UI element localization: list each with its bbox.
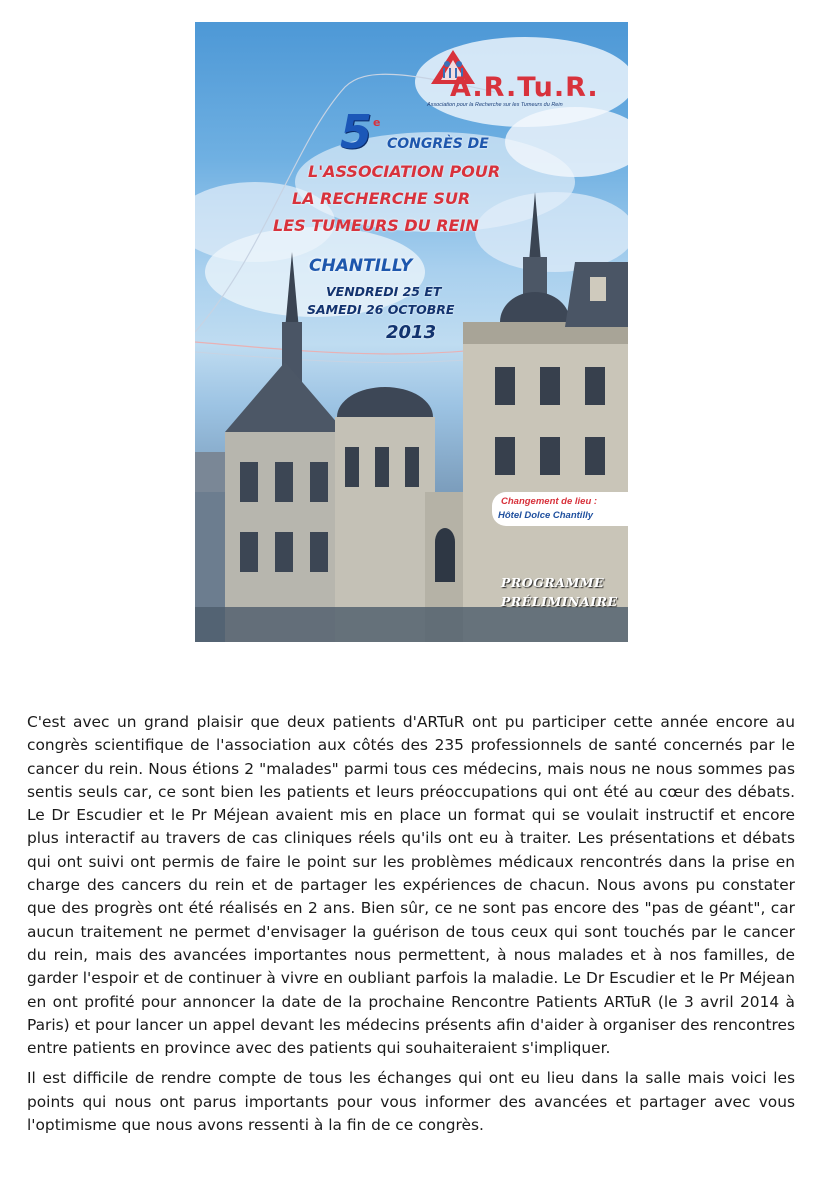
article-paragraph-2: Il est difficile de rendre compte de tous les échanges qui ont eu lieu dans la salle mais voici les points qui nous ont parus importants pour vous informer des avancées et partager avec vous l'optimisme que nous avons ressenti à la fin de ce congrès.	[27, 1069, 795, 1135]
artur-logo-text: A.R.Tu.R.	[450, 72, 599, 103]
congress-poster	[195, 22, 628, 642]
programme-line-2: PRÉLIMINAIRE	[501, 594, 618, 609]
congress-ordinal-number: 5	[340, 105, 373, 159]
article-paragraph-1: C'est avec un grand plaisir que deux patients d'ARTuR ont pu participer cette année encore au congrès scientifique de l'association aux côtés des 235 professionnels de santé concernés par le cancer du rein. Nous étions 2 "malades" parmi tous ces médecins, mais nous ne nous sommes pas sentis seuls car, ce sont bien les patients et leurs préoccupations qui ont été au cœur des débats. Le Dr Escudier et le Pr Méjean avaient mis en place un format qui se voulait instructif et encore plus interactif au travers de cas cliniques réels qu'ils ont eu à traiter. Les présentations et débats qui ont suivi ont permis de faire le point sur les problèmes médicaux rencontrés dans la prise en charge des cancers du rein et de partager les expériences de chacun. Nous avons pu constater que des progrès ont été réalisés en 2 ans. Bien sûr, ce ne sont pas encore des "pas de géant", car aucun traitement ne permet d'envisager la guérison de tous ceux qui sont touchés par le cancer du rein, mais des avancées importantes nous permettent, à nous malades et à nos familles, de garder l'espoir et de continuer à vivre en oubliant parfois la maladie. Le Dr Escudier et le Pr Méjean en ont profité pour annoncer la date de la prochaine Rencontre Patients ARTuR (le 3 avril 2014 à Paris) et pour lancer un appel devant les médecins présents afin d'aider à organiser des rencontres entre patients en province avec des patients qui souhaiteraient s'impliquer.	[27, 713, 795, 1058]
programme-line-1: PROGRAMME	[501, 575, 605, 590]
venue-change-label: Changement de lieu :	[501, 496, 598, 507]
congress-title-line-4: LES TUMEURS DU REIN	[273, 216, 479, 235]
congress-date-line-2: SAMEDI 26 OCTOBRE	[307, 302, 455, 317]
congress-title-line-3: LA RECHERCHE SUR	[292, 189, 471, 208]
congress-date-line-1: VENDREDI 25 ET	[326, 284, 442, 299]
programme-label	[501, 573, 618, 611]
article-body	[27, 711, 795, 1144]
artur-logo-tagline: Association pour la Recherche sur les Tumeurs du Rein	[427, 102, 563, 108]
venue-name: Hôtel Dolce Chantilly	[498, 510, 594, 521]
congress-year: 2013	[386, 322, 437, 343]
congress-ordinal-suffix: e	[373, 116, 381, 129]
congress-city: CHANTILLY	[309, 256, 413, 276]
congress-title-line-1: CONGRÈS DE	[387, 136, 489, 152]
congress-title-line-2: L'ASSOCIATION POUR	[308, 162, 501, 181]
